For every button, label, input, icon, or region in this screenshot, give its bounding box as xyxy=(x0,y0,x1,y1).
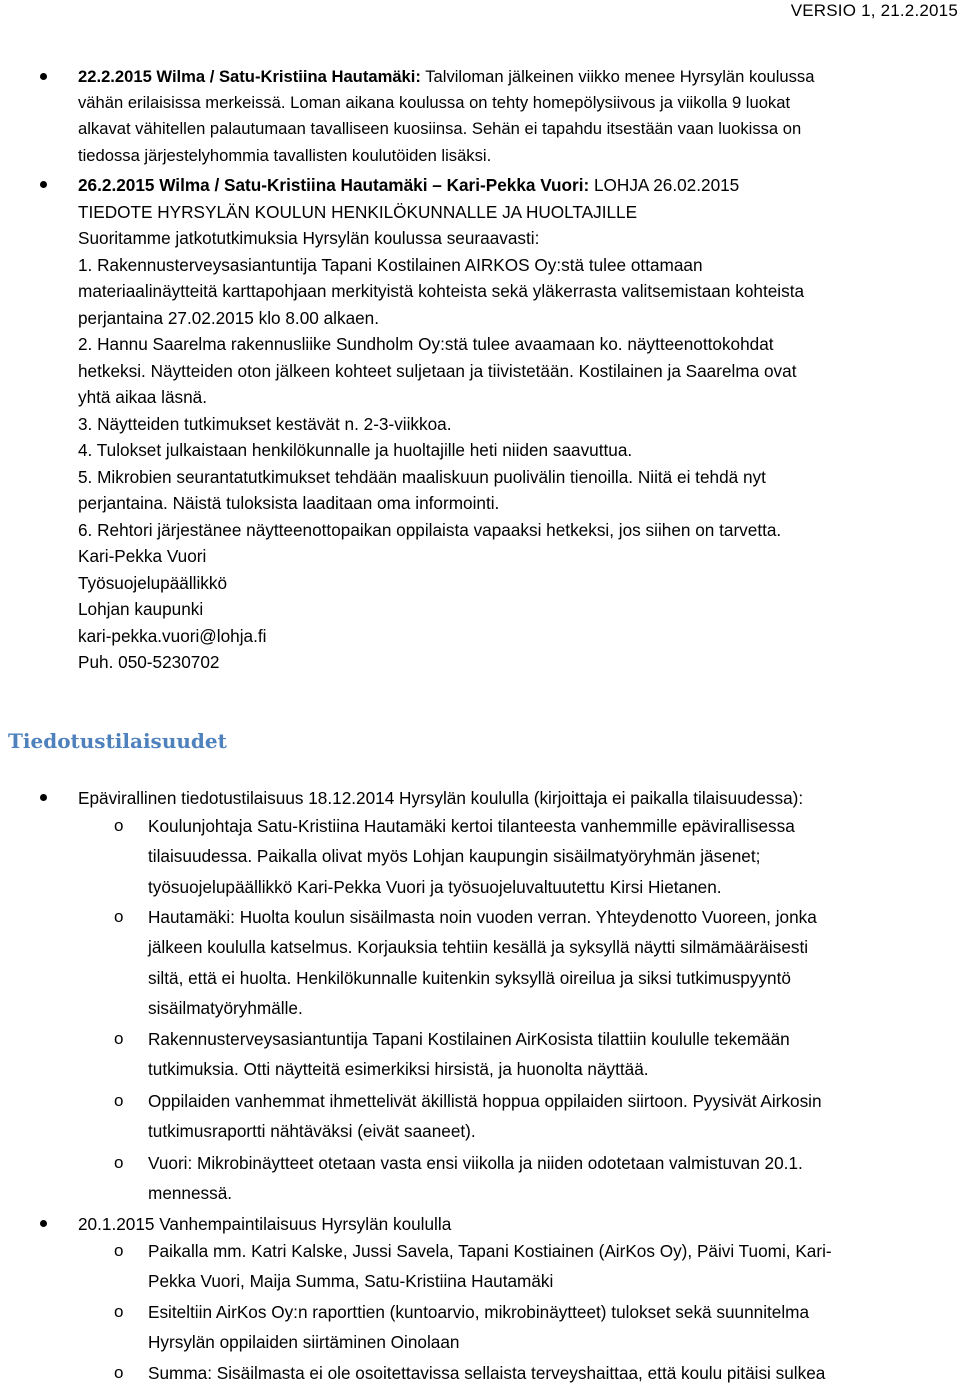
sub-bullet: o xyxy=(114,1153,124,1172)
entry-2 xyxy=(78,172,956,676)
sub-bullet: o xyxy=(114,1241,124,1260)
event-1-item-line: Hautamäki: Huolta koulun sisäilmasta noin vuoden verran. Yhteydenotto Vuoreen, jonka xyxy=(148,907,817,927)
event-1-item xyxy=(148,1086,956,1147)
event-1-item-line: työsuojelupäällikkö Kari-Pekka Vuori ja työsuojeluvaltuutettu Kirsi Hietanen. xyxy=(148,876,722,897)
event-2-item-line: Paikalla mm. Katri Kalske, Jussi Savela, Tapani Kostiainen (AirKos Oy), Päivi Tuomi, Kari- xyxy=(148,1241,832,1261)
entry-1-text: Talviloman jälkeinen viikko menee Hyrsylän koulussa xyxy=(420,67,815,86)
entry-2-line: Suoritamme jatkotutkimuksia Hyrsylän koulussa seuraavasti: xyxy=(78,228,540,248)
event-2-item-line: Esiteltiin AirKos Oy:n raporttien (kuntoarvio, mikrobinäytteet) tulokset sekä suunnitelma xyxy=(148,1302,810,1322)
entry-2-title xyxy=(78,172,956,199)
contact-email[interactable]: kari-pekka.vuori@lohja.fi xyxy=(78,625,267,646)
event-2-title-text: 20.1.2015 Vanhempaintilaisuus Hyrsylän koululla xyxy=(78,1214,452,1234)
entry-1 xyxy=(78,63,956,169)
event-1-title-text: Epävirallinen tiedotustilaisuus 18.12.2014 Hyrsylän koululla (kirjoittaja ei paikalla tilaisuudessa): xyxy=(78,788,804,808)
event-2-item-line: Hyrsylän oppilaiden siirtäminen Oinolaan xyxy=(148,1332,460,1353)
entry-2-line: materiaalinäytteitä karttapohjaan merkityistä kohteista sekä yläkerrasta valitsemistaan kohteista xyxy=(78,281,805,301)
event-2-item xyxy=(148,1236,956,1297)
entry-2-line: 6. Rehtori järjestänee näytteenottopaikan oppilaista vapaaksi hetkeksi, jos siihen on tarvetta. xyxy=(78,519,782,540)
event-1-item xyxy=(148,1148,956,1209)
event-2-item xyxy=(148,1297,956,1358)
event-1-item-line: Koulunjohtaja Satu-Kristiina Hautamäki kertoi tilanteesta vanhemmille epävirallisessa xyxy=(148,816,795,836)
event-2-item xyxy=(148,1358,956,1388)
entry-1-date-author: 22.2.2015 Wilma / Satu-Kristiina Hautamäki: xyxy=(78,67,421,86)
contact-name: Kari-Pekka Vuori xyxy=(78,546,207,566)
entry-2-line: perjantaina. Näistä tuloksista laaditaan oma informointi. xyxy=(78,493,500,513)
event-1-item-line: tutkimuksia. Otti näytteitä esimerkiksi hirsistä, ja huonolta näyttää. xyxy=(148,1059,649,1080)
contact-title: Työsuojelupäällikkö xyxy=(78,572,228,593)
event-1-item-line: mennessä. xyxy=(148,1183,233,1204)
contact-organization: Lohjan kaupunki xyxy=(78,599,204,619)
sub-bullet: o xyxy=(114,907,124,926)
entry-2-title-rest: LOHJA 26.02.2015 xyxy=(589,175,740,195)
event-1-item-line: Vuori: Mikrobinäytteet otetaan vasta ensi viikolla ja niiden odotetaan valmistuvan 20.1. xyxy=(148,1153,803,1173)
event-1-item-line: Oppilaiden vanhemmat ihmettelivät äkillistä hoppua oppilaiden siirtoon. Pyysivät Airkosin xyxy=(148,1091,822,1111)
entry-1-line: tiedossa järjestelyhommia tavallisten koulutöiden lisäksi. xyxy=(78,145,492,165)
event-1-title xyxy=(78,783,956,813)
entry-2-line: TIEDOTE HYRSYLÄN KOULUN HENKILÖKUNNALLE JA HUOLTAJILLE xyxy=(78,201,638,222)
sub-bullet: o xyxy=(114,1091,124,1110)
event-1-item-line: Rakennusterveysasiantuntija Tapani Kostilainen AirKosista tilattiin koululle tekemään xyxy=(148,1029,790,1049)
event-2-item-line: Summa: Sisäilmasta ei ole osoitettavissa sellaista terveyshaittaa, että koulu pitäisi sulkea xyxy=(148,1363,826,1383)
event-2-item-line: Pekka Vuori, Maija Summa, Satu-Kristiina Hautamäki xyxy=(148,1271,554,1292)
sub-bullet: o xyxy=(114,1302,124,1321)
bullet-dot xyxy=(40,1220,47,1227)
event-1-item-line: sisäilmatyöryhmälle. xyxy=(148,997,303,1018)
entry-2-title-bold: 26.2.2015 Wilma / Satu-Kristiina Hautamäki – Kari-Pekka Vuori: xyxy=(78,175,590,195)
version-header: VERSIO 1, 21.2.2015 xyxy=(790,1,958,20)
section-heading: Tiedotustilaisuudet xyxy=(8,729,227,753)
entry-1-line: vähän erilaisissa merkeissä. Loman aikana koulussa on tehty homepölysiivous ja viikolla 9 luokat xyxy=(78,92,791,112)
event-1-item-line: tutkimusraportti nähtäväksi (eivät saaneet). xyxy=(148,1121,476,1142)
entry-2-line: perjantaina 27.02.2015 klo 8.00 alkaen. xyxy=(78,307,380,328)
event-1-item-line: jälkeen koululla katselmus. Korjauksia tehtiin kesällä ja syksyllä näytti silmämääräisesti xyxy=(148,937,809,958)
event-2-title xyxy=(78,1209,956,1239)
contact-phone: Puh. 050-5230702 xyxy=(78,652,220,672)
entry-2-line: yhtä aikaa läsnä. xyxy=(78,387,207,407)
entry-1-line xyxy=(78,63,956,90)
bullet-dot xyxy=(40,73,47,80)
event-1-item-line: tilaisuudessa. Paikalla olivat myös Lohjan kaupungin sisäilmatyöryhmän jäsenet; xyxy=(148,846,761,867)
entry-1-line: alkavat vähitellen palautumaan tavalliseen kuosiinsa. Sehän ei tapahdu itsestään vaan luokissa on xyxy=(78,119,802,138)
entry-2-line: 2. Hannu Saarelma rakennusliike Sundholm Oy:stä tulee avaamaan ko. näytteenottokohdat xyxy=(78,334,774,354)
bullet-dot xyxy=(40,181,47,188)
entry-2-line: 1. Rakennusterveysasiantuntija Tapani Kostilainen AIRKOS Oy:stä tulee ottamaan xyxy=(78,254,703,275)
event-1-item xyxy=(148,811,956,902)
sub-bullet: o xyxy=(114,1029,124,1048)
entry-2-line: hetkeksi. Näytteiden oton jälkeen kohteet suljetaan ja tiivistetään. Kostilainen ja Saarelma ovat xyxy=(78,360,797,381)
event-1-item-line: siltä, että ei huolta. Henkilökunnalle kuitenkin syksyllä oireilua ja siksi tutkimuspyyntö xyxy=(148,967,791,988)
sub-bullet: o xyxy=(114,816,124,835)
entry-2-line: 4. Tulokset julkaistaan henkilökunnalle ja huoltajille heti niiden saavuttua. xyxy=(78,440,633,460)
event-1-item xyxy=(148,902,956,1023)
event-1-item xyxy=(148,1024,956,1085)
entry-2-line: 5. Mikrobien seurantatutkimukset tehdään maaliskuun puolivälin tienoilla. Niitä ei tehdä nyt xyxy=(78,466,766,487)
entry-2-line: 3. Näytteiden tutkimukset kestävät n. 2-3-viikkoa. xyxy=(78,413,452,434)
sub-bullet: o xyxy=(114,1363,124,1382)
bullet-dot xyxy=(40,794,47,801)
